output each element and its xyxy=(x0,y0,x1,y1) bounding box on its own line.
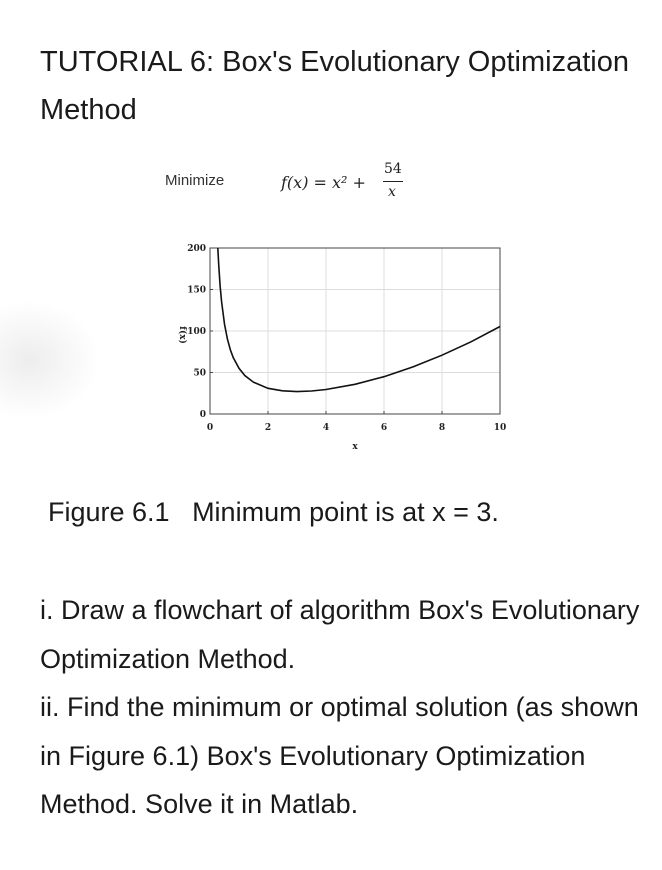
function-curve xyxy=(218,248,500,392)
figure-caption: Figure 6.1 Minimum point is at x = 3. xyxy=(48,497,499,527)
y-tick-label-4: 200 xyxy=(187,244,206,254)
y-tick-label-0: 0 xyxy=(199,410,206,420)
questions-block xyxy=(40,586,650,829)
x-tick-label-0: 0 xyxy=(206,423,214,433)
x-tick-label-5: 10 xyxy=(493,423,507,433)
x-tick-label-4: 8 xyxy=(438,423,446,433)
question-1: i. Draw a flowchart of algorithm Box's Evolutionary Optimization Method. xyxy=(40,595,640,674)
x-tick-label-3: 6 xyxy=(380,423,388,433)
page-title: TUTORIAL 6: Box's Evolutionary Optimization Method xyxy=(40,46,629,126)
x-axis-label: x xyxy=(352,442,358,452)
y-tick-label-1: 50 xyxy=(193,368,206,379)
y-tick-label-2: 100 xyxy=(187,327,206,337)
x-tick-label-2: 4 xyxy=(322,423,330,433)
chart-svg xyxy=(160,236,520,456)
objective-formula xyxy=(281,158,431,208)
minimize-label: Minimize xyxy=(165,172,225,189)
function-chart xyxy=(160,236,520,461)
question-2: ii. Find the minimum or optimal solution (as shown in Figure 6.1) Box's Evolutionary Optimization Method. Solve it in Matlab. xyxy=(40,692,639,819)
formula-fraction-bar xyxy=(383,181,403,182)
formula-numerator: 54 xyxy=(384,161,402,177)
formula-lhs: f(x) = x² + xyxy=(281,173,366,192)
objective-row xyxy=(165,158,465,208)
x-tick-label-1: 2 xyxy=(264,423,272,433)
y-axis-label: f(x) xyxy=(177,326,187,344)
background-smudge xyxy=(0,300,100,420)
formula-denominator: x xyxy=(388,184,396,200)
y-tick-label-3: 150 xyxy=(187,285,206,296)
